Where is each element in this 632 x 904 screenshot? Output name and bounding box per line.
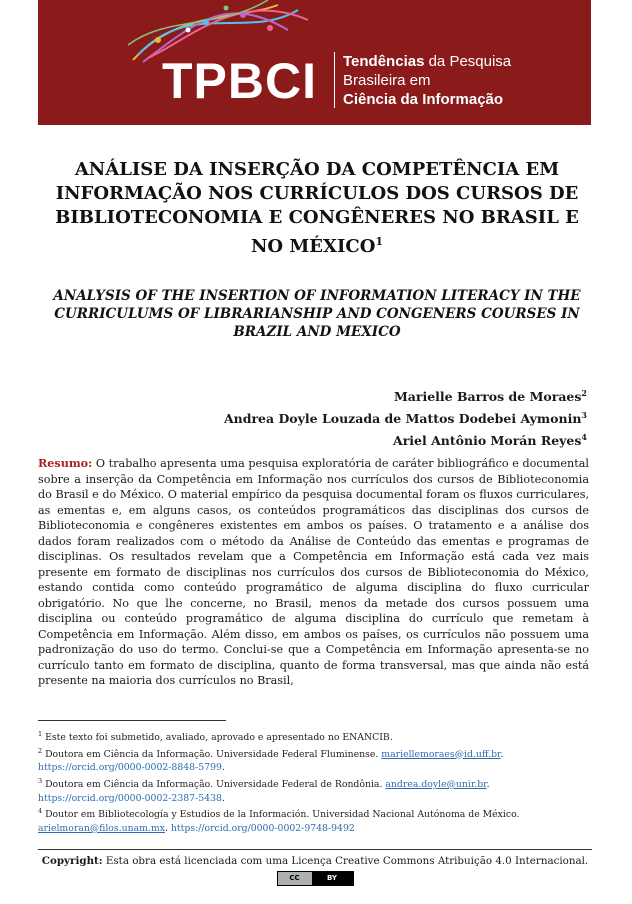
email-link[interactable]: arielmoran@filos.unam.mx	[38, 822, 165, 834]
title-line: NO MÉXICO	[250, 236, 376, 257]
copyright-text: Esta obra está licenciada com uma Licença Creative Commons Atribuição 4.0 Internacional.	[102, 855, 589, 867]
title-line: INFORMAÇÃO NOS CURRÍCULOS DOS CURSOS DE	[55, 183, 579, 204]
tagline-line-3: Ciência da Informação	[343, 91, 504, 108]
author: Andrea Doyle Louzada de Mattos Dodebei Aymonin$^3$	[223, 410, 587, 427]
copyright-divider	[38, 849, 592, 850]
author-list	[67, 384, 587, 450]
orcid-link[interactable]: https://orcid.org/0000-0002-9748-9492	[170, 822, 355, 834]
journal-banner	[38, 0, 591, 125]
footnote: $^1$ Este texto foi submetido, avaliado, aprovado e apresentado no ENANCIB.	[38, 730, 393, 744]
orcid-link[interactable]: https://orcid.org/0000-0002-2387-5438	[38, 792, 222, 804]
by-icon: BY	[312, 872, 353, 885]
abstract-text: O trabalho apresenta uma pesquisa exploratória de caráter bibliográfico e documental sobre a inserção da Competência em Informação nos currículos dos cursos de Biblioteconomia do Brasil e do México. O material empírico da pesquisa documental foram os fluxos curriculares, as ementas e, em alguns casos, os conteúdos programáticos das disciplinas dos cursos de Biblioteconomia e congêneres existentes em ambos os países. O tratamento e a análise dos dados foram realizados com o método da Análise de Conteúdo das ementas e programas de disciplinas. Os resultados revelam que a Competência em Informação está cada vez mais presente em formato de disciplinas nos currículos dos cursos de Biblioteconomia do México, estando contida como conteúdo programático de alguma disciplina do fluxo curricular obrigatório. No que lhe concerne, no Brasil, menos da metade dos cursos possuem uma disciplina ou conteúdo programático de alguma disciplina do currículo que remetam à Competência em Informação. Além disso, em ambos os países, os currículos não possuem uma padronização do uso do termo. Conclui-se que a Competência em Informação apresenta-se no currículo tanto em formato de disciplina, quanto de forma transversal, mas que ainda não está presente na maioria dos currículos no Brasil,	[38, 457, 589, 687]
email-link[interactable]: mariellemoraes@id.uff.br	[381, 748, 501, 760]
cc-by-license-badge[interactable]	[277, 871, 354, 886]
title-line: BIBLIOTECONOMIA E CONGÊNERES NO BRASIL E	[55, 207, 579, 228]
footnotes	[38, 728, 598, 836]
cc-icon: CC	[278, 872, 312, 885]
email-link[interactable]: andrea.doyle@unir.br	[385, 779, 487, 791]
footnote: $^4$ Doutor em Bibliotecología y Estudios de la Información. Universidad Nacional Autónoma de México. arielmoran@filos.unam.mx. https://orcid.org/0000-0002-9748-9492	[38, 807, 520, 834]
abstract-label: Resumo:	[38, 456, 93, 470]
abstract	[38, 456, 589, 689]
copyright-notice	[38, 853, 592, 887]
subtitle-line: CURRICULUMS OF LIBRARIANSHIP AND CONGENERS COURSES IN	[54, 306, 580, 322]
author: Marielle Barros de Moraes$^2$	[393, 388, 587, 405]
journal-name	[343, 52, 511, 109]
tagline-rest: da Pesquisa	[424, 53, 512, 70]
journal-logo: TPBCI	[162, 53, 317, 109]
title-line: ANÁLISE DA INSERÇÃO DA COMPETÊNCIA EM	[74, 159, 560, 180]
footnote: $^3$ Doutora em Ciência da Informação. Universidade Federal de Rondônia. andrea.doyle@unir.br. https://orcid.org/0000-0002-2387-5438.	[38, 776, 490, 804]
logo-divider	[334, 52, 335, 108]
subtitle-line: BRAZIL AND MEXICO	[233, 324, 401, 340]
footnote-ref: 3	[581, 410, 587, 421]
tagline-bold: Tendências	[343, 53, 425, 70]
footnote: $^2$ Doutora em Ciência da Informação. Universidade Federal Fluminense. mariellemoraes@id.uff.br. https://orcid.org/0000-0002-8848-5799.	[38, 746, 504, 774]
copyright-label: Copyright:	[41, 855, 103, 867]
subtitle-line: ANALYSIS OF THE INSERTION OF INFORMATION LITERACY IN THE	[53, 288, 581, 304]
tagline-line-2: Brasileira em	[343, 72, 431, 89]
footnote-ref: 4	[581, 432, 587, 443]
footnote-divider	[38, 720, 226, 721]
footnote-ref: 2	[581, 388, 587, 398]
author: Ariel Antônio Morán Reyes$^4$	[393, 432, 587, 449]
orcid-link[interactable]: https://orcid.org/0000-0002-8848-5799	[38, 762, 222, 774]
footnote-ref: 1	[375, 235, 384, 248]
paper-subtitle-english	[40, 287, 594, 341]
paper-title	[40, 158, 594, 259]
